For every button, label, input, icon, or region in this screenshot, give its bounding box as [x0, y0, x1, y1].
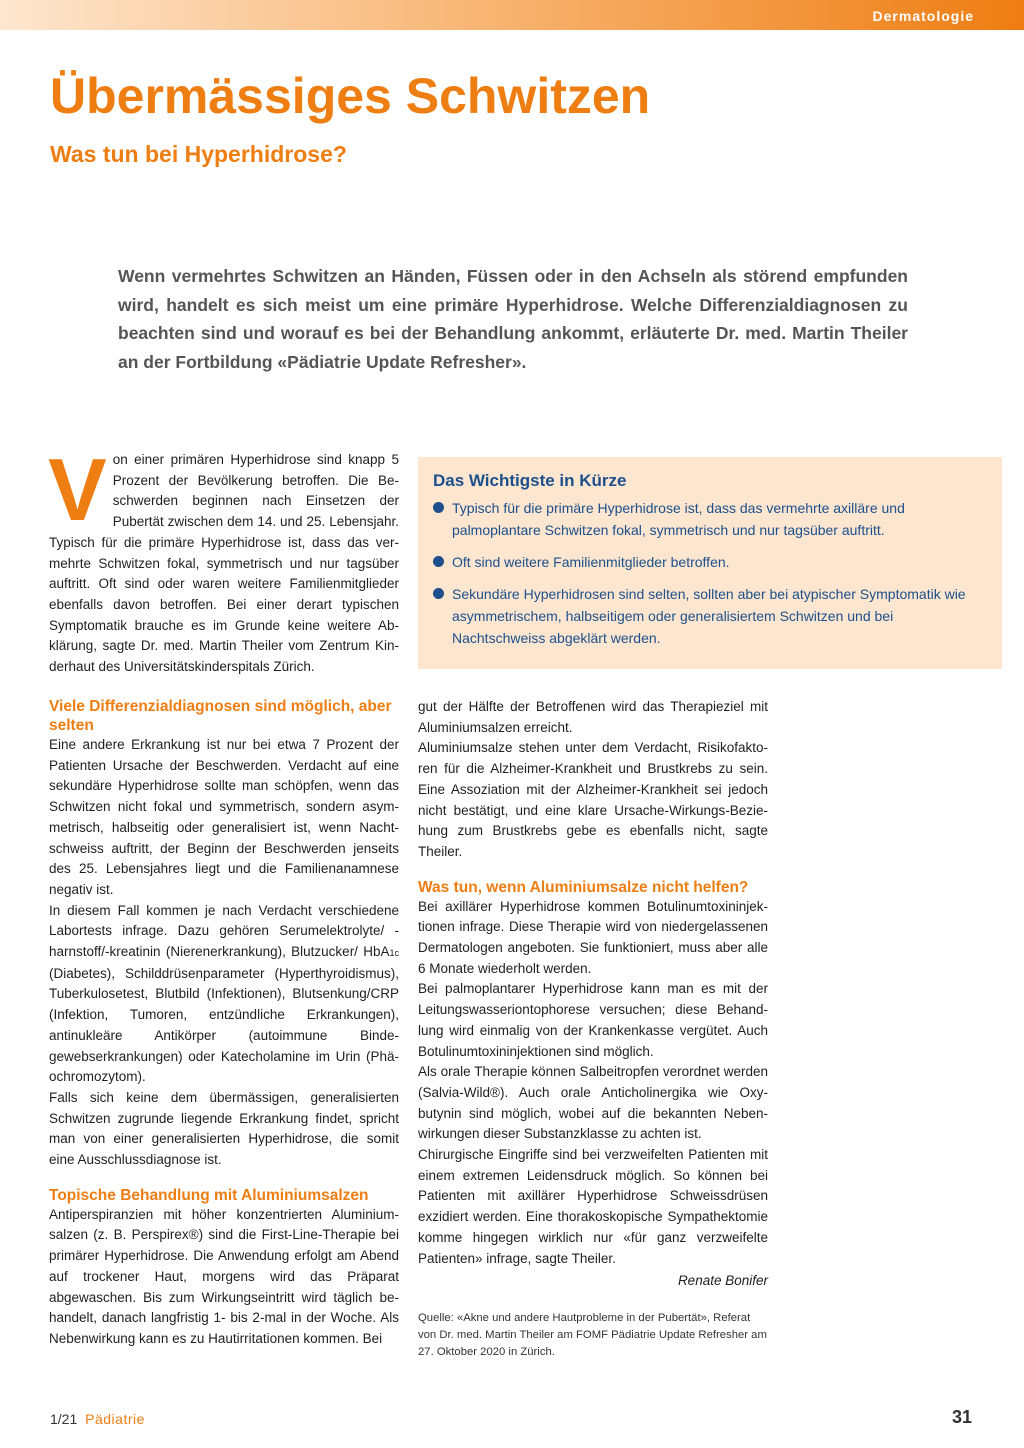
summary-box: [418, 457, 1002, 669]
paragraph: gut der Hälfte der Betroffenen wird das Therapieziel mit Aluminiumsalzen erreicht.: [418, 699, 768, 735]
dropcap: V: [48, 440, 107, 539]
paragraph-labtests: [49, 901, 399, 1088]
bullet-icon: [433, 502, 444, 513]
intro-column: [48, 440, 399, 678]
paragraph: Als orale Therapie können Salbeitropfen verordnet werden (Salvia-Wild®). Auch orale Anticholinergika wie Oxybutynin sind möglich, wobei auf die bekannten Nebenwirkungen dieser Substanzklasse zu achten ist.: [418, 1064, 768, 1142]
paragraph: Antiperspiranzien mit höher konzentrierten Aluminiumsalzen (z. B. Perspirex®) sind die First-Line-Therapie bei primärer Hyperhidrose. Die Anwendung erfolgt am Abend auf trockener Haut, morgens wird das Präparat abgewaschen. Bis zum Wirkungseintritt wird täglich behandelt, danach langfristig 1- bis 2-mal in der Woche. Als Nebenwirkung kann es zu Hautirritationen kommen. Bei: [49, 1206, 399, 1346]
section-label: Dermatologie: [872, 8, 974, 24]
summary-item: [433, 583, 986, 649]
paragraph: Falls sich keine dem übermässigen, generalisierten Schwitzen zugrunde liegende Erkrankung findet, spricht man von einer generalisierten Hyperhidrose, die somit eine Ausschlussdiagnose ist.: [49, 1089, 399, 1168]
section-heading-topical: Topische Behandlung mit Aluminiumsalzen: [49, 1186, 369, 1204]
paragraph: Eine andere Erkrankung ist nur bei etwa 7 Prozent der Patienten Ursache der Beschwerden. Verdacht auf eine sekundäre Hyperhidrose sollte man schöpfen, wenn das Schwitzen nicht fokal und symmetrisch, sondern asymmetrisch, halbseitig oder generalisiert ist, wenn Nachtschweiss auftritt, der Beginn der Beschwerden jenseits des 25. Lebensjahres liegt und die Familienanamnese negativ ist.: [49, 737, 399, 897]
article-title: Übermässiges Schwitzen: [50, 68, 651, 124]
header-bar: [0, 0, 1024, 30]
right-column: [418, 697, 768, 1361]
summary-item: [433, 551, 986, 573]
subscript: 1c: [389, 948, 399, 959]
bullet-icon: [433, 588, 444, 599]
article-subtitle: Was tun bei Hyperhidrose?: [50, 141, 347, 167]
summary-item: [433, 497, 986, 541]
left-column: [49, 697, 399, 1350]
paragraph: Aluminiumsalze stehen unter dem Verdacht, Risikofaktoren für die Alzheimer-Krankheit und Brustkrebs zu sein. Eine Assoziation mit der Alzheimer-Krankheit sei jedoch nicht bestätigt, und eine klare Ursache-Wirkungs-Beziehung zum Brustkrebs gebe es ebenfalls nicht, sagte Theiler.: [418, 740, 768, 859]
page-number: 31: [951, 1407, 972, 1427]
spacer: [418, 863, 768, 878]
paragraph-text: (Diabetes), Schilddrüsenparameter (Hyperthyroidismus), Tuberkulosetest, Blutbild (Infektionen), Blutsenkung/CRP (Infektion, Tumoren, entzündliche Erkrankungen), antinukleäre Antikörper (autoimmune Bindegewebserkrankungen) oder Katecholamine im Urin (Phäochromozytom).: [49, 965, 399, 1085]
issue-number: 1/21: [50, 1411, 78, 1427]
paragraph: Bei axillärer Hyperhidrose kommen Botulinumtoxininjektionen infrage. Diese Therapie wird von niedergelassenen Dermatologen angeboten. Sie funktioniert, muss aber alle 6 Monate wiederholt werden.: [418, 898, 768, 976]
section-heading-differential: Viele Differenzialdiagnosen sind möglich, aber selten: [49, 698, 392, 734]
paragraph: Bei palmoplantarer Hyperhidrose kann man es mit der Leitungswasseriontophorese versuchen; diese Behandlung wird einmalig von der Krankenkasse vergütet. Auch Botulinumtoxininjektionen sind möglich.: [418, 981, 768, 1059]
paragraph-text: In diesem Fall kommen je nach Verdacht verschiedene Labortests infrage. Dazu gehören Serumelektrolyte/ -harnstoff/-kreatinin (Nierenerkrankung), Blutzucker/ HbA: [49, 902, 399, 960]
footer-issue: [50, 1411, 145, 1427]
paragraph: Chirurgische Eingriffe sind bei verzweifelten Patienten mit einem extremen Leidensdruck möglich. So können bei Patienten mit axillärer Hyperhidrose Schweissdrüsen exzidiert werden. Eine thorakoskopische Sympathektomie komme hingegen wirklich nur «für ganz verzweifelte Patienten» infrage, sagte Theiler.: [418, 1147, 768, 1266]
summary-item-text: Sekundäre Hyperhidrosen sind selten, sollten aber bei atypischer Symptomatik wie asymmetrischem, halbseitigem oder generalisiertem Schwitzen und bei Nachtschweiss abgeklärt werden.: [452, 586, 966, 646]
magazine-name: Pädiatrie: [85, 1411, 145, 1427]
summary-item-text: Typisch für die primäre Hyperhidrose ist, dass das vermehrte axilläre und palmoplantare Schwitzen fokal, symmetrisch und nur tagsüber auftritt.: [452, 500, 905, 538]
spacer: [49, 1171, 399, 1186]
source-note: Quelle: «Akne und andere Hautprobleme in der Pubertät», Referat von Dr. med. Martin Theiler am FOMF Pädiatrie Update Refresher am 27. Oktober 2020 in Zürich.: [418, 1311, 767, 1358]
section-heading-alternatives: Was tun, wenn Aluminiumsalze nicht helfen?: [418, 878, 749, 896]
summary-list: [433, 497, 986, 649]
lead-paragraph: Wenn vermehrtes Schwitzen an Händen, Füssen oder in den Achseln als störend empfunden wird, handelt es sich meist um eine primäre Hyperhidrose. Welche Differenzialdiagnosen zu beachten sind und worauf es bei der Behandlung ankommt, erläuterte Dr. med. Martin Theiler an der Fortbildung «Pädiatrie Update Refresher».: [118, 266, 908, 372]
author-name: Renate Bonifer: [677, 1273, 768, 1289]
summary-item-text: Oft sind weitere Familienmitglieder betroffen.: [452, 554, 730, 570]
bullet-icon: [433, 556, 444, 567]
intro-paragraph: on einer primären Hyperhidrose sind knapp 5 Prozent der Bevölkerung betroffen. Die Beschwerden beginnen nach Einsetzen der Pubertät zwischen dem 14. und 25. Lebensjahr. Typisch für die primäre Hyperhidrose ist, dass das vermehrte Schwitzen fokal, symmetrisch und nur tagsüber auftritt. Oft sind oder waren weitere Familienmitglieder ebenfalls davon betroffen. Bei einer derart typischen Symptomatik brauche es im Grunde keine weitere Abklärung, sagte Dr. med. Martin Theiler vom Zentrum Kinderhaut des Universitätskinderspitals Zürich.: [49, 452, 399, 675]
summary-box-title: Das Wichtigste in Kürze: [433, 471, 627, 490]
